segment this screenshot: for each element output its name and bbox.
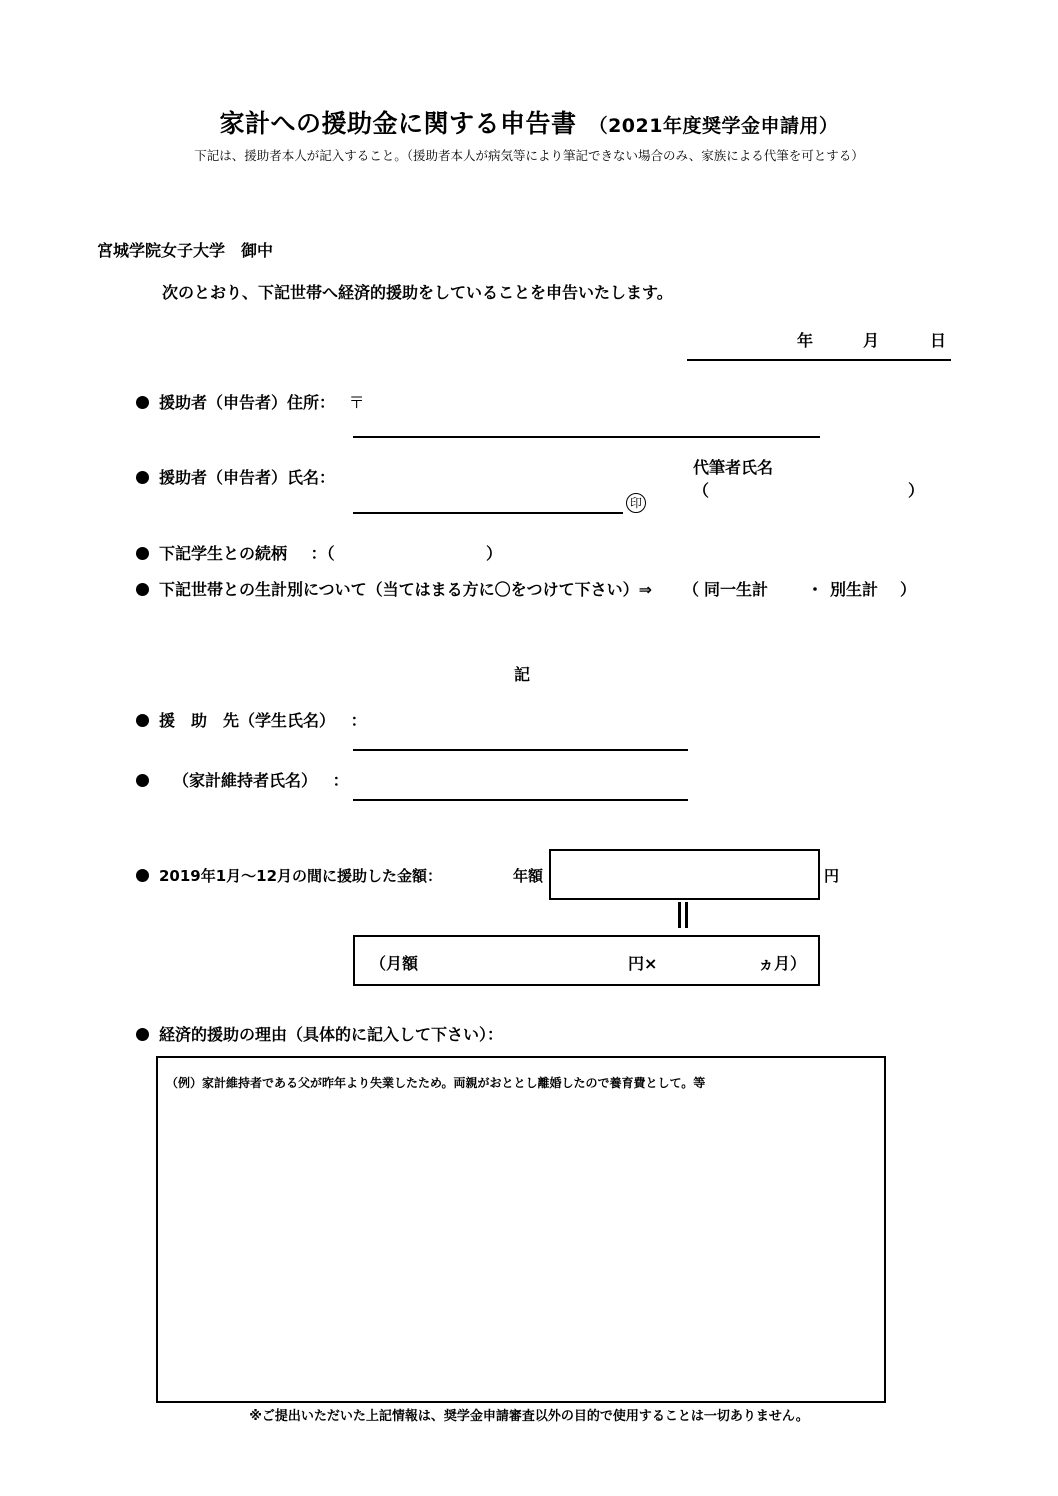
recipient-label: 援 助 先（学生氏名）: [159, 711, 336, 730]
reason-row: [136, 1022, 503, 1045]
equals-line-left: [678, 902, 681, 928]
equals-line-right: [685, 902, 688, 928]
relation-row: [136, 541, 335, 564]
address-row: [136, 390, 365, 413]
date-month-label: 月: [863, 331, 880, 350]
page-subtitle: （2021年度奨学金申請用）: [588, 115, 839, 137]
amount-row: [136, 865, 442, 886]
privacy-footnote: ※ご提出いただいた上記情報は、奨学金申請審査以外の目的で使用することは一切ありません。: [249, 1409, 809, 1424]
reason-label: 経済的援助の理由（具体的に記入して下さい）：: [159, 1025, 504, 1044]
bullet-icon: [136, 547, 149, 560]
relation-field[interactable]: [378, 541, 483, 563]
recipient-colon: ：: [350, 711, 367, 730]
instruction-text: 下記は、援助者本人が記入すること。（援助者本人が病気等により筆記できない場合のみ、家族による代筆を可とする）: [194, 148, 864, 163]
proxy-open: （: [693, 481, 710, 500]
monthly-amount-field[interactable]: [425, 947, 625, 975]
monthly-box: [353, 935, 820, 986]
bullet-icon: [136, 396, 149, 409]
address-field[interactable]: [353, 436, 820, 438]
bullet-icon: [136, 774, 149, 787]
relation-close: ）: [486, 544, 503, 563]
page-title: 家計への援助金に関する申告書 （2021年度奨学金申請用）: [219, 109, 839, 138]
household-close: ）: [900, 580, 917, 599]
proxy-name-field[interactable]: [710, 478, 905, 500]
annual-yen: 円: [824, 867, 840, 885]
maintainer-field[interactable]: [353, 799, 688, 801]
declaration-text: 次のとおり、下記世帯へ経済的援助をしていることを申告いたします。: [162, 283, 673, 302]
bullet-icon: [136, 1028, 149, 1041]
addressee: 宮城学院女子大学 御中: [97, 241, 274, 260]
name-field[interactable]: [353, 512, 623, 514]
monthly-open: （月額: [370, 954, 419, 973]
seal-mark: 印: [626, 493, 646, 513]
address-label: 援助者（申告者）住所：: [159, 393, 336, 412]
maintainer-label: （家計維持者氏名）: [173, 771, 318, 790]
relation-label: 下記学生との続柄: [159, 544, 288, 563]
date-field[interactable]: [687, 359, 951, 361]
ki-heading: 記: [514, 665, 531, 684]
household-separator: ・: [807, 580, 824, 599]
date-year-label: 年: [797, 331, 814, 350]
months-field[interactable]: [670, 947, 755, 975]
proxy-close: ）: [908, 481, 925, 500]
recipient-row: [136, 708, 367, 731]
postal-mark: 〒: [348, 393, 365, 412]
maintainer-colon: ：: [332, 771, 349, 790]
bullet-icon: [136, 869, 149, 882]
bullet-icon: [136, 471, 149, 484]
months-close: ヵ月）: [758, 954, 807, 973]
amount-label: 2019年1月～12月の間に援助した金額：: [159, 867, 443, 885]
monthly-yen: 円×: [628, 954, 658, 973]
household-label: 下記世帯との生計別について（当てはまる方に〇をつけて下さい）⇒: [159, 580, 653, 599]
household-row: [136, 577, 652, 600]
reason-textbox[interactable]: [156, 1056, 886, 1403]
household-option-same[interactable]: 同一生計: [704, 580, 769, 599]
annual-label: 年額: [513, 867, 544, 885]
date-day-label: 日: [930, 331, 947, 350]
proxy-label: 代筆者氏名: [693, 458, 774, 477]
annual-amount-field[interactable]: [549, 849, 820, 900]
bullet-icon: [136, 714, 149, 727]
household-open: （: [683, 580, 700, 599]
maintainer-row: [136, 768, 349, 791]
household-option-separate[interactable]: 別生計: [830, 580, 879, 599]
reason-example: （例）家計維持者である父が昨年より失業したため。両親がおととし離婚したので養育費として。等: [166, 1076, 706, 1090]
name-label: 援助者（申告者）氏名：: [159, 468, 336, 487]
recipient-field[interactable]: [353, 749, 688, 751]
relation-colon: ：（: [310, 544, 335, 563]
bullet-icon: [136, 583, 149, 596]
name-row: [136, 465, 335, 488]
